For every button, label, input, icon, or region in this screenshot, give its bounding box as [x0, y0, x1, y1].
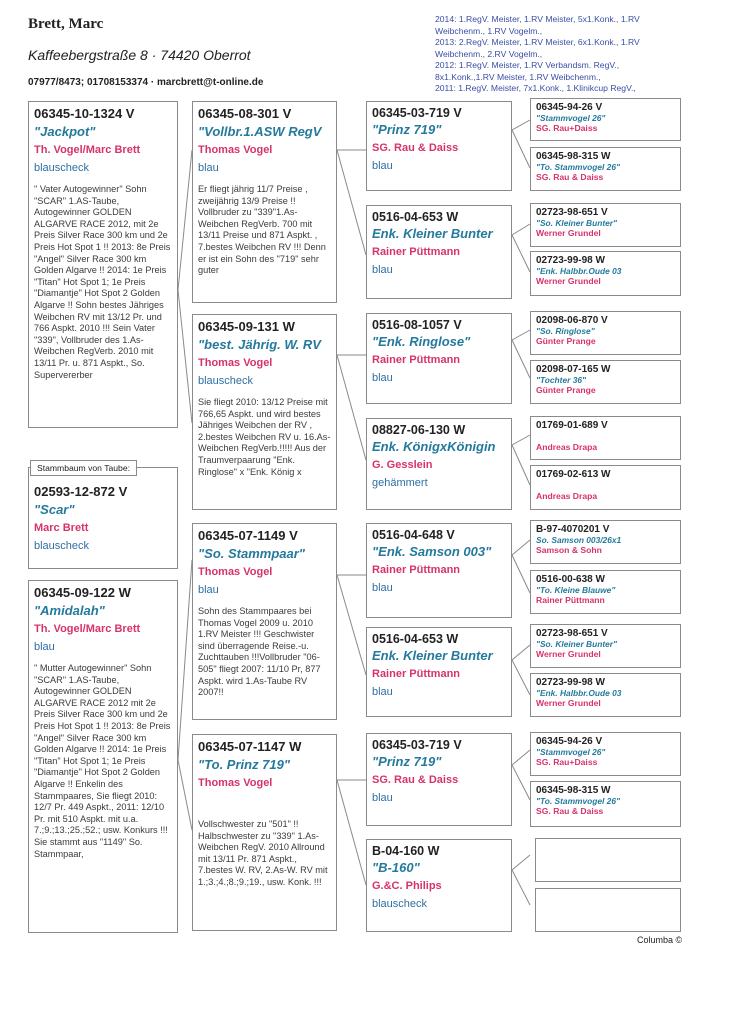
feather-color: blau: [198, 584, 219, 596]
owner-name: Brett, Marc: [28, 16, 104, 32]
gen4-card[interactable]: [530, 98, 681, 141]
pigeon-name: "Stammvogel 26": [536, 747, 606, 757]
result-line: Weibchenm., 2.RV Vogelm.,: [435, 48, 543, 59]
result-line: 2012: 1.RegV. Meister, 1.RV Verbandsm. RegV.,: [435, 60, 620, 70]
breeder: SG. Rau+Daiss: [536, 123, 598, 133]
result-line: 2013: 2.RegV. Meister, 1.RV Meister, 6x1.Konk., 1.RV: [435, 37, 640, 47]
breeder: Rainer Püttmann: [536, 595, 605, 605]
description: Sohn des Stammpaares bei Thomas Vogel 2009 u. 2010 1.RV Meister !!! Geschwister sind überragende Reise.-u. Zuchttauben !!!Vollbruder "06-505" fliegt 2007: 11/10 Pr, 877 Aspkt. wird 1.As-Taube RV 2007!!: [198, 606, 321, 698]
feather-color: blauscheck: [34, 540, 90, 552]
ring-number: 06345-94-26 V: [536, 736, 603, 747]
pigeon-name: "So. Kleiner Bunter": [536, 218, 618, 228]
ring-number: 0516-00-638 W: [536, 574, 605, 585]
father-card[interactable]: [28, 101, 178, 428]
gen3-card[interactable]: [366, 523, 512, 618]
breeder: Samson & Sohn: [536, 545, 602, 555]
feather-color: blau: [372, 792, 393, 804]
feather-color: blau: [372, 582, 393, 594]
ring-number: 06345-07-1147 W: [198, 739, 302, 754]
pigeon-name: Enk. KönigxKönigin: [372, 439, 496, 454]
ring-number: 01769-02-613 W: [536, 469, 611, 480]
gen4-card[interactable]: [530, 732, 681, 776]
ring-number: 06345-03-719 V: [372, 738, 462, 752]
breeder: Werner Grundel: [536, 649, 601, 659]
breeder: G. Gesslein: [372, 459, 433, 471]
breeder: Günter Prange: [536, 385, 596, 395]
ring-number: 0516-04-653 W: [372, 210, 459, 224]
gen4-card[interactable]: [530, 251, 681, 296]
breeder: SG. Rau & Daiss: [372, 142, 459, 154]
pigeon-name: Enk. Kleiner Bunter: [372, 226, 493, 241]
ring-number: 02098-07-165 W: [536, 364, 611, 375]
pigeon-name: "Stammvogel 26": [536, 113, 606, 123]
gen4-card[interactable]: [530, 781, 681, 827]
gen4-card[interactable]: [530, 147, 681, 191]
description: Er fliegt jährig 11/7 Preise , zweijährig 13/9 Preise !! Vollbruder zu "339"1.As-Weibchen RegVerb. 700 mit 13/11 Preise und 871 Aspkt. , 7.bestes Weibchen RV !!! Denn er ist ein Sohn des "719" sehr guter: [198, 184, 326, 276]
gen4-card[interactable]: [530, 465, 681, 510]
pigeon-name: "Scar": [34, 502, 75, 517]
pigeon-name: "B-160": [372, 860, 420, 875]
result-line: 2011: 1.RegV. Meister, 7x1.Konk., 1.Klinikcup RegV.,: [435, 83, 636, 93]
pigeon-name: "best. Jährig. W. RV: [198, 337, 321, 352]
description: Sie fliegt 2010: 13/12 Preise mit 766,65 Aspkt. und wird bestes Jähriges Weibchen der RV , 2.bestes Weibchen RV u. 16.As-Weibchen RegVerb.!!!!! Aus der Traumverpaarung "Enk. Ringlose" x "Enk. König x: [198, 397, 331, 477]
gen3-card[interactable]: [366, 205, 512, 299]
ring-number: 02723-98-651 V: [536, 628, 608, 639]
gen3-card[interactable]: [366, 839, 512, 932]
result-line: Weibchenm., 1.RV Vogelm.,: [435, 25, 543, 36]
result-line: 8x1.Konk.,1.RV Meister, 1.RV Weibchenm.,: [435, 71, 601, 82]
pigeon-name: "To. Stammvogel 26": [536, 796, 620, 806]
feather-color: blau: [198, 162, 219, 174]
grandfather-paternal-card[interactable]: [192, 101, 337, 303]
breeder: Rainer Püttmann: [372, 564, 461, 576]
feather-color: gehämmert: [372, 477, 428, 489]
pigeon-name: Enk. Kleiner Bunter: [372, 648, 493, 663]
breeder: Thomas Vogel: [198, 357, 273, 369]
breeder: Thomas Vogel: [198, 144, 273, 156]
breeder: Thomas Vogel: [198, 777, 273, 789]
feather-color: blau: [372, 160, 393, 172]
pigeon-name: "Enk. Halbbr.Oude 03: [536, 688, 622, 698]
ring-number: 02593-12-872 V: [34, 484, 128, 499]
breeder: SG. Rau+Daiss: [536, 757, 598, 767]
ring-number: B-04-160 W: [372, 844, 440, 858]
ring-number: 02723-99-98 W: [536, 255, 605, 266]
breeder: Rainer Püttmann: [372, 246, 461, 258]
ring-number: 0516-04-648 V: [372, 528, 455, 542]
ring-number: 06345-09-131 W: [198, 319, 295, 334]
pigeon-name: "So. Ringlose": [536, 326, 595, 336]
pigeon-name: "To. Stammvogel 26": [536, 162, 620, 172]
ring-number: 06345-03-719 V: [372, 106, 462, 120]
breeder: Th. Vogel/Marc Brett: [34, 144, 141, 156]
feather-color: blauscheck: [34, 162, 90, 174]
breeder: Thomas Vogel: [198, 566, 273, 578]
grandmother-maternal-card[interactable]: [192, 734, 337, 931]
pigeon-name: "Vollbr.1.ASW RegV: [198, 124, 322, 139]
pigeon-name: "So. Stammpaar": [198, 546, 305, 561]
result-line: 2014: 1.RegV. Meister, 1.RV Meister, 5x1.Konk., 1.RV: [435, 14, 640, 24]
breeder: Günter Prange: [536, 336, 596, 346]
ring-number: 06345-08-301 V: [198, 106, 292, 121]
breeder: Werner Grundel: [536, 276, 601, 286]
breeder: Marc Brett: [34, 522, 89, 534]
gen3-card[interactable]: [366, 418, 512, 510]
breeder: SG. Rau & Daiss: [536, 806, 604, 816]
ring-number: 02723-99-98 W: [536, 677, 605, 688]
gen4-card-empty[interactable]: [535, 838, 681, 882]
description: Vollschwester zu "501" !! Halbschwester zu "339" 1.As-Weibchen RegV. 2010 Allround mit 13/11 Pr. 871 Aspkt., 7.bestes W. RV, 2.As-W. RV mit 1.;3.;4.;8.;9.;19., usw. Konk. !!!: [198, 819, 328, 887]
breeder: Werner Grundel: [536, 698, 601, 708]
ring-number: 01769-01-689 V: [536, 420, 608, 431]
ring-number: 06345-09-122 W: [34, 585, 131, 600]
ring-number: 02098-06-870 V: [536, 315, 608, 326]
gen3-card[interactable]: [366, 101, 512, 191]
ring-number: 06345-10-1324 V: [34, 106, 135, 121]
feather-color: blauscheck: [198, 375, 254, 387]
description: " Vater Autogewinner" Sohn "SCAR" 1.AS-Taube, Autogewinner GOLDEN ALGARVE RACE 2012, mit 2e Preis Silver Race 300 km und 2e Preis Hot Spot 1 !! 2013: 8e Preis "Angel" Silver Race 300 km Golden Algarve !! 2014: 1e Preis "Titan" Hot Spot 1; 1e Preis "Diamantje" Hot Spot 2 Golden Algarve !! Sohn bestes Jähriges Weibchen RV mit 13/12 Pr. und 766 Aspkt. 2010 !!! Sein Vater "339", Vollbruder des 1.As-Weibchen RegVerb. 2010 mit 13/11 Pr. u. 871 Aspkt., So. Supervererber: [34, 184, 171, 380]
pigeon-name: "To. Kleine Blauwe": [536, 585, 616, 595]
pigeon-name: "Amidalah": [34, 603, 105, 618]
feather-color: blauscheck: [372, 898, 428, 910]
breeder: SG. Rau & Daiss: [372, 774, 459, 786]
breeder: Andreas Drapa: [536, 442, 598, 452]
grandfather-maternal-card[interactable]: [192, 523, 337, 720]
pigeon-name: So. Samson 003/26x1: [536, 535, 622, 545]
pigeon-name: "Enk. Ringlose": [372, 334, 471, 349]
breeder: Th. Vogel/Marc Brett: [34, 623, 141, 635]
pedigree-label: Stammbaum von Taube:: [30, 460, 137, 476]
gen3-card[interactable]: [366, 627, 512, 717]
ring-number: 0516-04-653 W: [372, 632, 459, 646]
feather-color: blau: [372, 264, 393, 276]
gen4-card[interactable]: [530, 570, 681, 614]
grandmother-paternal-card[interactable]: [192, 314, 337, 510]
feather-color: blau: [372, 686, 393, 698]
pigeon-name: "Tochter 36": [536, 375, 586, 385]
pigeon-name: "Prinz 719": [372, 754, 442, 769]
pigeon-name: "To. Prinz 719": [198, 757, 291, 772]
ring-number: 02723-98-651 V: [536, 207, 608, 218]
feather-color: blau: [34, 641, 55, 653]
pigeon-name: "Enk. Halbbr.Oude 03: [536, 266, 622, 276]
gen4-card-empty[interactable]: [535, 888, 681, 932]
pigeon-name: "Jackpot": [34, 124, 96, 139]
breeder: Rainer Püttmann: [372, 668, 461, 680]
mother-card[interactable]: [28, 580, 178, 933]
ring-number: 0516-08-1057 V: [372, 318, 462, 332]
breeder: SG. Rau & Daiss: [536, 172, 604, 182]
owner-address: Kaffeebergstraße 8 · 74420 Oberrot: [28, 47, 251, 63]
ring-number: 06345-94-26 V: [536, 102, 603, 113]
breeder: Andreas Drapa: [536, 491, 598, 501]
ring-number: 06345-98-315 W: [536, 785, 611, 796]
gen3-card[interactable]: [366, 733, 512, 826]
breeder: Rainer Püttmann: [372, 354, 461, 366]
description: " Mutter Autogewinner" Sohn "SCAR" 1.AS-Taube, Autogewinner GOLDEN ALGARVE RACE 2012 mit 2e Preis Silver Race 300 km und 2e Preis Hot Spot 1 !! 2013: 8e Preis "Angel" Silver Race 300 km Golden Algarve !! 2014: 1e Preis "Titan" Hot Spot 1; 1e Preis "Diamantje" Hot Spot 2 Golden Algarve !! Enkelin des Stammpaares, Sie fliegt 2010: 12/7 Pr. 449 Aspkt., 2011: 12/10 Pr. mit 510 Aspkt. mit u.a. 7.;9.;13.;25.;52.; usw. Konkurs !!! Sie stammt aus "1149" So. Stammpaar,: [34, 663, 171, 859]
ring-number: B-97-4070201 V: [536, 524, 610, 535]
subject-card[interactable]: [28, 467, 178, 569]
gen4-card[interactable]: [530, 311, 681, 355]
gen4-card[interactable]: [530, 360, 681, 404]
gen3-card[interactable]: [366, 313, 512, 404]
feather-color: blau: [372, 372, 393, 384]
gen4-card[interactable]: [530, 520, 681, 564]
gen4-card[interactable]: [530, 624, 681, 668]
gen4-card[interactable]: [530, 203, 681, 247]
ring-number: 06345-07-1149 V: [198, 528, 298, 543]
ring-number: 06345-98-315 W: [536, 151, 611, 162]
pigeon-name: "Prinz 719": [372, 122, 442, 137]
software-credit: Columba ©: [637, 935, 683, 945]
pigeon-name: "So. Kleiner Bunter": [536, 639, 618, 649]
breeder: G.&C. Philips: [372, 880, 442, 892]
pigeon-name: "Enk. Samson 003": [372, 544, 492, 559]
breeder: Werner Grundel: [536, 228, 601, 238]
owner-contact: 07977/8473; 01708153374 · marcbrett@t-online.de: [28, 77, 264, 88]
gen4-card[interactable]: [530, 673, 681, 717]
ring-number: 08827-06-130 W: [372, 423, 466, 437]
gen4-card[interactable]: [530, 416, 681, 460]
